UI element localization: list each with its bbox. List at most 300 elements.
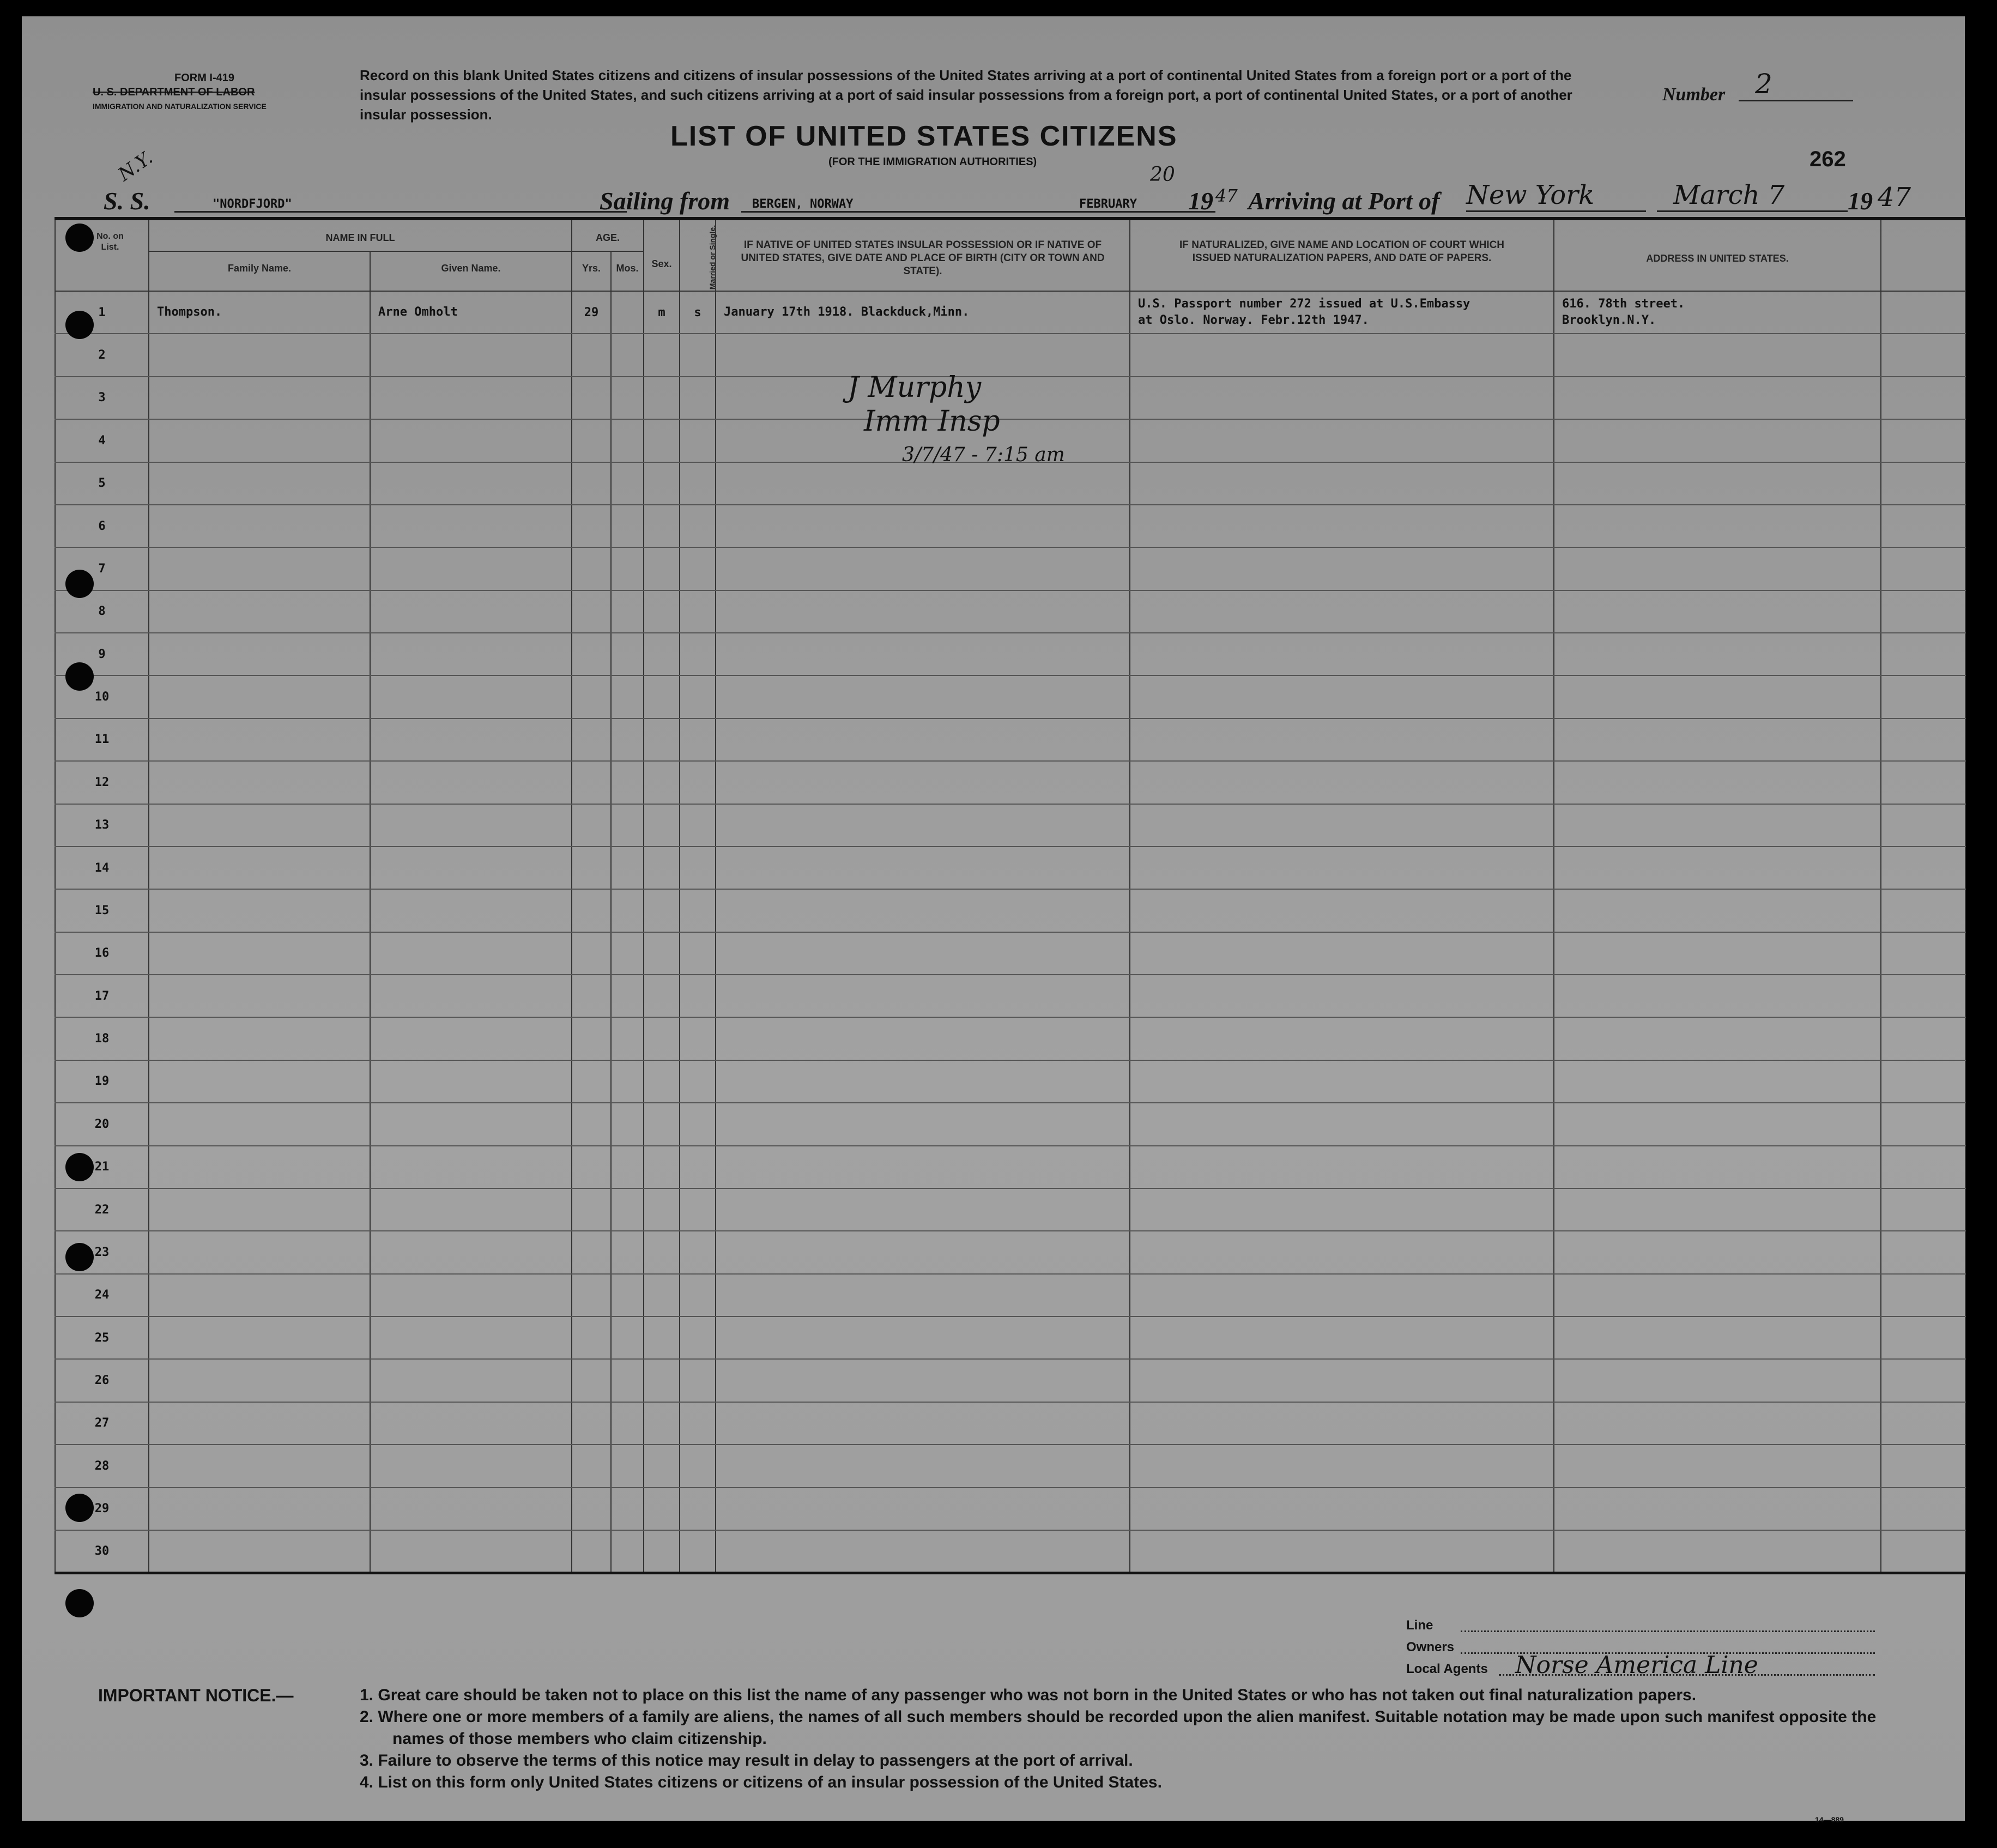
sex-cell (644, 1188, 680, 1231)
family-name-cell (149, 804, 370, 847)
table-row (55, 1188, 1965, 1231)
naturalization-info-cell (1130, 1017, 1554, 1060)
notice-item: 4. List on this form only United States citizens or citizens of an insular possession of the United States. (360, 1773, 1162, 1791)
sex-cell (644, 1103, 680, 1145)
age-years-cell (572, 1530, 611, 1573)
naturalization-info-cell (1130, 1060, 1554, 1103)
age-months-cell (611, 419, 644, 462)
marital-status-cell (680, 1445, 716, 1487)
arrival-port: New York (1466, 180, 1646, 212)
birth-info-cell (716, 1316, 1130, 1359)
naturalization-info-cell (1130, 1103, 1554, 1145)
inspector-stamp (837, 371, 1087, 472)
table-row (55, 1359, 1965, 1402)
address-cell (1554, 1060, 1881, 1103)
blank-cell-cell (1881, 1445, 1965, 1487)
age-months-cell (611, 675, 644, 718)
address-cell (1554, 419, 1881, 462)
birth-info-cell: January 17th 1918. Blackduck,Minn. (716, 291, 1130, 334)
line-number-cell: 18 (55, 1017, 149, 1060)
sex-cell (644, 847, 680, 889)
age-years-cell (572, 1402, 611, 1445)
sailing-from-label: Sailing from (600, 187, 730, 215)
blank-cell-cell (1881, 334, 1965, 376)
naturalization-info-cell (1130, 633, 1554, 675)
table-row (55, 1060, 1965, 1103)
line-number-cell: 16 (55, 932, 149, 975)
marital-status-cell (680, 1359, 716, 1402)
marital-status-cell (680, 1488, 716, 1530)
marital-status-cell: s (680, 291, 716, 334)
blank-cell-cell (1881, 804, 1965, 847)
birth-info-cell (716, 1146, 1130, 1188)
header-months: Mos. (611, 251, 644, 291)
age-years-cell: 29 (572, 291, 611, 334)
ship-name: "NORDFJORD" (174, 197, 627, 213)
birth-info-cell (716, 1017, 1130, 1060)
sex-cell (644, 1402, 680, 1445)
blank-cell-cell (1881, 675, 1965, 718)
blank-cell-cell (1881, 1060, 1965, 1103)
given-name-cell (370, 547, 572, 590)
age-years-cell (572, 1488, 611, 1530)
line-number-cell: 5 (55, 462, 149, 505)
notice-item: 3. Failure to observe the terms of this notice may result in delay to passengers at the port of arrival. (360, 1752, 1133, 1770)
line-number-cell: 11 (55, 718, 149, 761)
sex-cell (644, 804, 680, 847)
punch-hole (65, 570, 94, 598)
marital-status-cell (680, 1188, 716, 1231)
sex-cell (644, 1060, 680, 1103)
age-years-cell (572, 1445, 611, 1487)
marital-status-cell (680, 1231, 716, 1273)
birth-info-cell (716, 847, 1130, 889)
marital-status-cell (680, 1274, 716, 1316)
given-name-cell (370, 675, 572, 718)
table-row (55, 1103, 1965, 1145)
family-name-cell (149, 377, 370, 419)
family-name-cell (149, 547, 370, 590)
sex-cell (644, 1274, 680, 1316)
family-name-cell (149, 633, 370, 675)
sex-cell (644, 675, 680, 718)
sex-cell (644, 377, 680, 419)
address-cell (1554, 1103, 1881, 1145)
family-name-cell (149, 1530, 370, 1573)
header-naturalization-info: IF NATURALIZED, GIVE NAME AND LOCATION OF COURT WHICH ISSUED NATURALIZATION PAPERS, AND DATE OF PAPERS. (1130, 219, 1554, 291)
naturalization-info-cell (1130, 975, 1554, 1017)
line-number-cell: 9 (55, 633, 149, 675)
age-months-cell (611, 804, 644, 847)
blank-cell-cell (1881, 1146, 1965, 1188)
sex-cell (644, 1017, 680, 1060)
age-years-cell (572, 1316, 611, 1359)
naturalization-info-cell: U.S. Passport number 272 issued at U.S.Embassy at Oslo. Norway. Febr.12th 1947. (1130, 291, 1554, 334)
naturalization-info-cell (1130, 804, 1554, 847)
address-cell (1554, 1445, 1881, 1487)
family-name-cell (149, 675, 370, 718)
age-months-cell (611, 334, 644, 376)
address-cell (1554, 377, 1881, 419)
blank-cell-cell (1881, 590, 1965, 633)
table-row (55, 1488, 1965, 1530)
naturalization-info-cell (1130, 889, 1554, 932)
sex-cell (644, 932, 680, 975)
sex-cell (644, 718, 680, 761)
address-cell (1554, 590, 1881, 633)
table-row (55, 761, 1965, 804)
address-cell (1554, 932, 1881, 975)
given-name-cell (370, 1402, 572, 1445)
birth-info-cell (716, 1103, 1130, 1145)
naturalization-info-cell (1130, 419, 1554, 462)
age-years-cell (572, 419, 611, 462)
local-agents-value: Norse America Line (1515, 1651, 1758, 1679)
age-years-cell (572, 334, 611, 376)
blank-cell-cell (1881, 377, 1965, 419)
service-name: IMMIGRATION AND NATURALIZATION SERVICE (93, 102, 267, 111)
address-cell (1554, 804, 1881, 847)
given-name-cell (370, 1017, 572, 1060)
birth-info-cell (716, 1231, 1130, 1273)
naturalization-info-cell (1130, 1530, 1554, 1573)
birth-info-cell (716, 590, 1130, 633)
naturalization-info-cell (1130, 675, 1554, 718)
sex-cell (644, 1488, 680, 1530)
owners-field: Owners (1406, 1635, 1875, 1657)
marital-status-cell (680, 847, 716, 889)
sex-cell (644, 633, 680, 675)
naturalization-info-cell (1130, 377, 1554, 419)
number-label: Number (1662, 84, 1726, 105)
naturalization-info-cell (1130, 718, 1554, 761)
age-years-cell (572, 590, 611, 633)
age-years-cell (572, 1231, 611, 1273)
given-name-cell (370, 1359, 572, 1402)
sex-cell (644, 1359, 680, 1402)
birth-info-cell (716, 1060, 1130, 1103)
line-number-cell: 10 (55, 675, 149, 718)
page-title: LIST OF UNITED STATES CITIZENS (670, 120, 1178, 152)
age-years-cell (572, 932, 611, 975)
sex-cell (644, 590, 680, 633)
family-name-cell (149, 889, 370, 932)
age-months-cell (611, 1445, 644, 1487)
ss-label: S. S. (104, 187, 150, 215)
age-years-cell (572, 1017, 611, 1060)
sex-cell (644, 1445, 680, 1487)
number-value: 2 (1739, 68, 1853, 101)
departure-year-prefix: 19 (1188, 187, 1213, 215)
given-name-cell (370, 804, 572, 847)
table-row (55, 932, 1965, 975)
marital-status-cell (680, 590, 716, 633)
naturalization-info-cell (1130, 1445, 1554, 1487)
blank-cell-cell (1881, 847, 1965, 889)
blank-cell-cell (1881, 633, 1965, 675)
blank-cell-cell (1881, 1103, 1965, 1145)
blank-cell-cell (1881, 462, 1965, 505)
sex-cell (644, 1231, 680, 1273)
family-name-cell (149, 505, 370, 547)
departure-day: 20 (1150, 164, 1175, 186)
birth-info-cell (716, 505, 1130, 547)
sailing-from-port: BERGEN, NORWAY (741, 197, 1046, 213)
family-name-cell (149, 1359, 370, 1402)
blank-cell-cell (1881, 1188, 1965, 1231)
header-birth-info: IF NATIVE OF UNITED STATES INSULAR POSSESSION OR IF NATIVE OF UNITED STATES, GIVE DATE AND PLACE OF BIRTH (CITY OR TOWN AND STATE). (716, 219, 1130, 291)
given-name-cell (370, 932, 572, 975)
address-cell (1554, 975, 1881, 1017)
table-row (55, 847, 1965, 889)
header-married-single: Married or Single. (680, 219, 716, 291)
line-field: Line (1406, 1614, 1875, 1635)
age-months-cell (611, 1530, 644, 1573)
address-cell (1554, 1231, 1881, 1273)
address-cell (1554, 334, 1881, 376)
blank-cell-cell (1881, 547, 1965, 590)
naturalization-info-cell (1130, 1146, 1554, 1188)
inspector-title: Imm Insp (864, 405, 1000, 438)
address-cell (1554, 633, 1881, 675)
marital-status-cell (680, 761, 716, 804)
blank-cell-cell (1881, 932, 1965, 975)
family-name-cell (149, 932, 370, 975)
table-row (55, 718, 1965, 761)
local-agents-field: Local Agents Norse America Line (1406, 1657, 1875, 1679)
given-name-cell: Arne Omholt (370, 291, 572, 334)
naturalization-info-cell (1130, 590, 1554, 633)
birth-info-cell (716, 1359, 1130, 1402)
given-name-cell (370, 718, 572, 761)
naturalization-info-cell (1130, 1274, 1554, 1316)
age-months-cell (611, 1017, 644, 1060)
table-row (55, 1402, 1965, 1445)
table-row (55, 1274, 1965, 1316)
family-name-cell (149, 462, 370, 505)
blank-cell-cell (1881, 505, 1965, 547)
birth-info-cell (716, 1274, 1130, 1316)
header-name-in-full: NAME IN FULL (149, 219, 572, 251)
marital-status-cell (680, 547, 716, 590)
blank-cell-cell (1881, 291, 1965, 334)
age-years-cell (572, 1103, 611, 1145)
marital-status-cell (680, 1017, 716, 1060)
age-years-cell (572, 761, 611, 804)
age-months-cell (611, 1402, 644, 1445)
age-months-cell (611, 932, 644, 975)
inspector-name: J Murphy (848, 371, 982, 404)
address-cell (1554, 462, 1881, 505)
carrier-info (1406, 1614, 1875, 1679)
given-name-cell (370, 1231, 572, 1273)
important-notice (98, 1684, 1897, 1793)
given-name-cell (370, 1103, 572, 1145)
family-name-cell: Thompson. (149, 291, 370, 334)
blank-cell-cell (1881, 889, 1965, 932)
sex-cell (644, 1316, 680, 1359)
age-months-cell (611, 847, 644, 889)
age-years-cell (572, 1146, 611, 1188)
birth-info-cell (716, 334, 1130, 376)
family-name-cell (149, 590, 370, 633)
family-name-cell (149, 1231, 370, 1273)
given-name-cell (370, 590, 572, 633)
sex-cell (644, 761, 680, 804)
table-row (55, 1445, 1965, 1487)
birth-info-cell (716, 975, 1130, 1017)
line-number-cell: 23 (55, 1231, 149, 1273)
family-name-cell (149, 1402, 370, 1445)
age-years-cell (572, 889, 611, 932)
address-cell (1554, 1488, 1881, 1530)
line-number-cell: 3 (55, 377, 149, 419)
blank-cell-cell (1881, 419, 1965, 462)
given-name-cell (370, 889, 572, 932)
address-cell (1554, 1316, 1881, 1359)
sex-cell (644, 419, 680, 462)
line-number-cell: 30 (55, 1530, 149, 1573)
birth-info-cell (716, 889, 1130, 932)
line-number-cell: 1 (55, 291, 149, 334)
age-months-cell (611, 889, 644, 932)
page-number: 262 (1810, 147, 1846, 171)
address-cell (1554, 505, 1881, 547)
birth-info-cell (716, 1188, 1130, 1231)
address-cell (1554, 847, 1881, 889)
age-months-cell (611, 1231, 644, 1273)
given-name-cell (370, 1188, 572, 1231)
family-name-cell (149, 1103, 370, 1145)
line-number-cell: 12 (55, 761, 149, 804)
address-cell: 616. 78th street. Brooklyn.N.Y. (1554, 291, 1881, 334)
arriving-label: Arriving at Port of (1248, 187, 1440, 215)
birth-info-cell (716, 1530, 1130, 1573)
page-subtitle: (FOR THE IMMIGRATION AUTHORITIES) (828, 156, 1037, 168)
given-name-cell (370, 1146, 572, 1188)
blank-cell-cell (1881, 1488, 1965, 1530)
blank-cell-cell (1881, 761, 1965, 804)
sex-cell (644, 1530, 680, 1573)
table-row (55, 975, 1965, 1017)
address-cell (1554, 1530, 1881, 1573)
line-number-cell: 6 (55, 505, 149, 547)
notice-item: 2. Where one or more members of a family are aliens, the names of all such members should be recorded upon the alien manifest. Suitable notation may be made upon such manifest opposite the names of those members who claim citizenship. (360, 1708, 1877, 1748)
age-months-cell (611, 633, 644, 675)
marital-status-cell (680, 334, 716, 376)
address-cell (1554, 1274, 1881, 1316)
line-number-cell: 21 (55, 1146, 149, 1188)
age-months-cell (611, 1488, 644, 1530)
table-row (55, 1316, 1965, 1359)
given-name-cell (370, 462, 572, 505)
form-number: FORM I-419 (174, 72, 235, 84)
table-row (55, 633, 1965, 675)
age-years-cell (572, 633, 611, 675)
naturalization-info-cell (1130, 932, 1554, 975)
sex-cell (644, 547, 680, 590)
table-row (55, 505, 1965, 547)
punch-hole (65, 662, 94, 691)
given-name-cell (370, 1316, 572, 1359)
birth-info-cell (716, 1402, 1130, 1445)
age-months-cell (611, 377, 644, 419)
age-months-cell (611, 505, 644, 547)
naturalization-info-cell (1130, 847, 1554, 889)
blank-cell-cell (1881, 718, 1965, 761)
naturalization-info-cell (1130, 462, 1554, 505)
table-row (55, 590, 1965, 633)
address-cell (1554, 1188, 1881, 1231)
age-months-cell (611, 1060, 644, 1103)
header-sex: Sex. (644, 219, 680, 291)
family-name-cell (149, 1017, 370, 1060)
marital-status-cell (680, 932, 716, 975)
birth-info-cell (716, 675, 1130, 718)
table-row (55, 1530, 1965, 1573)
arrival-date: March 7 (1657, 180, 1848, 212)
arrival-year: 47 (1878, 182, 1911, 213)
address-cell (1554, 1146, 1881, 1188)
age-years-cell (572, 377, 611, 419)
address-cell (1554, 675, 1881, 718)
age-years-cell (572, 804, 611, 847)
line-number-cell: 7 (55, 547, 149, 590)
naturalization-info-cell (1130, 761, 1554, 804)
table-row (55, 1146, 1965, 1188)
form-identifier (93, 71, 365, 113)
family-name-cell (149, 334, 370, 376)
birth-info-cell (716, 1488, 1130, 1530)
sex-cell (644, 505, 680, 547)
address-cell (1554, 1359, 1881, 1402)
table-row (55, 889, 1965, 932)
sex-cell (644, 334, 680, 376)
inspection-datetime: 3/7/47 - 7:15 am (902, 444, 1065, 466)
given-name-cell (370, 1060, 572, 1103)
naturalization-info-cell (1130, 1231, 1554, 1273)
marital-status-cell (680, 675, 716, 718)
marital-status-cell (680, 505, 716, 547)
address-cell (1554, 718, 1881, 761)
header-age: AGE. (572, 219, 644, 251)
header-years: Yrs. (572, 251, 611, 291)
marital-status-cell (680, 889, 716, 932)
sex-cell (644, 1146, 680, 1188)
given-name-cell (370, 761, 572, 804)
family-name-cell (149, 419, 370, 462)
age-months-cell (611, 1316, 644, 1359)
line-number-cell: 20 (55, 1103, 149, 1145)
line-number-cell: 15 (55, 889, 149, 932)
age-months-cell (611, 718, 644, 761)
family-name-cell (149, 1060, 370, 1103)
marital-status-cell (680, 462, 716, 505)
age-years-cell (572, 675, 611, 718)
given-name-cell (370, 975, 572, 1017)
given-name-cell (370, 505, 572, 547)
age-years-cell (572, 718, 611, 761)
header-line-number: No. on List. (55, 219, 149, 291)
birth-info-cell (716, 804, 1130, 847)
address-cell (1554, 1402, 1881, 1445)
blank-cell-cell (1881, 1402, 1965, 1445)
table-row (55, 291, 1965, 334)
given-name-cell (370, 1274, 572, 1316)
line-number-cell: 28 (55, 1445, 149, 1487)
family-name-cell (149, 1146, 370, 1188)
address-cell (1554, 889, 1881, 932)
